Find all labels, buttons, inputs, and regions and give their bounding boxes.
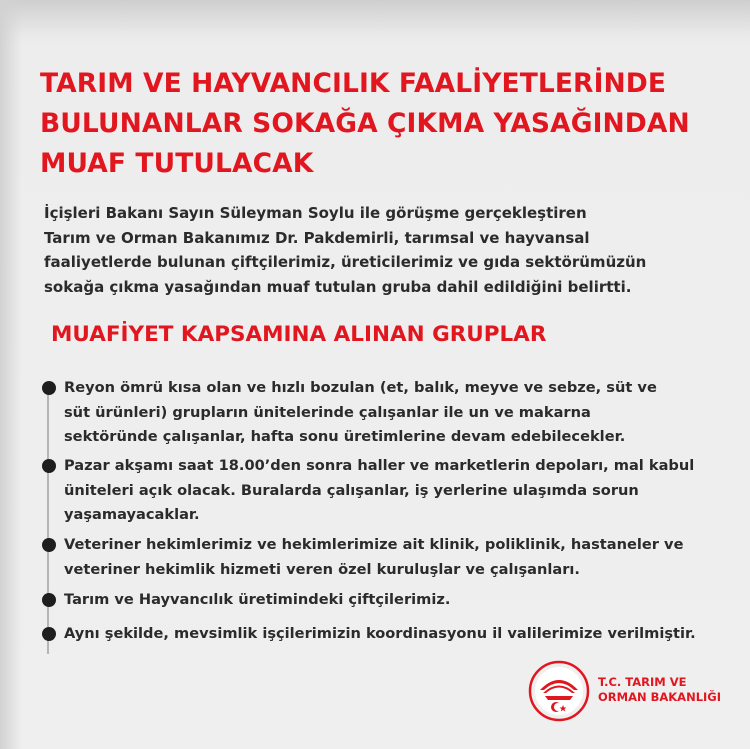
- bullet-dot-icon: [42, 459, 56, 473]
- list-item-line: Reyon ömrü kısa olan ve hızlı bozulan (et, balık, meyve ve sebze, süt ve: [64, 379, 657, 396]
- list-item: [40, 454, 694, 528]
- bullet-dot-icon: [42, 627, 56, 641]
- list-item-line: Aynı şekilde, mevsimlik işçilerimizin koordinasyonu il valilerimize verilmiştir.: [64, 625, 696, 642]
- list-item-line: yaşamayacaklar.: [64, 506, 200, 523]
- headline-line-3: MUAF TUTULACAK: [40, 148, 314, 179]
- list-item: [40, 376, 657, 450]
- intro-paragraph: [44, 201, 724, 299]
- list-item-line: veteriner hekimlik hizmeti veren özel kuruluşlar ve çalışanları.: [64, 560, 580, 578]
- intro-line-3: faaliyetlerde bulunan çiftçilerimiz, üreticilerimiz ve gıda sektörümüzün: [44, 253, 647, 271]
- top-shadow-band: [0, 0, 750, 32]
- list-item-line: Veteriner hekimlerimiz ve hekimlerimize ait klinik, poliklinik, hastaneler ve: [64, 536, 684, 553]
- headline-line-1: TARIM VE HAYVANCILIK FAALİYETLERİNDE: [40, 68, 667, 99]
- section-subheading: MUAFİYET KAPSAMINA ALINAN GRUPLAR: [51, 322, 547, 347]
- bullet-dot-icon: [42, 593, 56, 607]
- left-edge-shadow: [0, 0, 22, 749]
- bullet-dot-icon: [42, 538, 56, 552]
- bullet-dot-icon: [42, 381, 56, 395]
- list-item-line: süt ürünleri) grupların ünitelerinde çalışanlar ile un ve makarna: [64, 403, 591, 421]
- intro-line-1: İçişleri Bakanı Sayın Süleyman Soylu ile görüşme gerçekleştiren: [44, 204, 587, 222]
- headline-line-2: BULUNANLAR SOKAĞA ÇIKMA YASAĞINDAN: [40, 108, 690, 139]
- list-item-line: Tarım ve Hayvancılık üretimindeki çiftçilerimiz.: [64, 591, 451, 608]
- list-item: [40, 533, 683, 582]
- logo-line-2: ORMAN BAKANLIĞI: [598, 689, 722, 704]
- intro-line-4: sokağa çıkma yasağından muaf tutulan gruba dahil edildiğini belirtti.: [44, 277, 632, 296]
- list-item-line: üniteleri açık olacak. Buralarda çalışanlar, iş yerlerine ulaşımda sorun: [64, 481, 639, 499]
- list-item-line: sektöründe çalışanlar, hafta sonu üretimlerine devam edebilecekler.: [64, 428, 626, 445]
- ministry-emblem-icon: [528, 660, 590, 722]
- list-item-line: Pazar akşamı saat 18.00’den sonra haller ve marketlerin depoları, mal kabul: [64, 457, 695, 474]
- headline: [40, 64, 730, 184]
- list-item: [40, 588, 450, 613]
- intro-line-2: Tarım ve Orman Bakanımız Dr. Pakdemirli, tarımsal ve hayvansal: [44, 228, 590, 247]
- ministry-logo-text: [598, 675, 721, 704]
- logo-line-1: T.C. TARIM VE: [598, 675, 687, 689]
- list-item: [40, 622, 696, 647]
